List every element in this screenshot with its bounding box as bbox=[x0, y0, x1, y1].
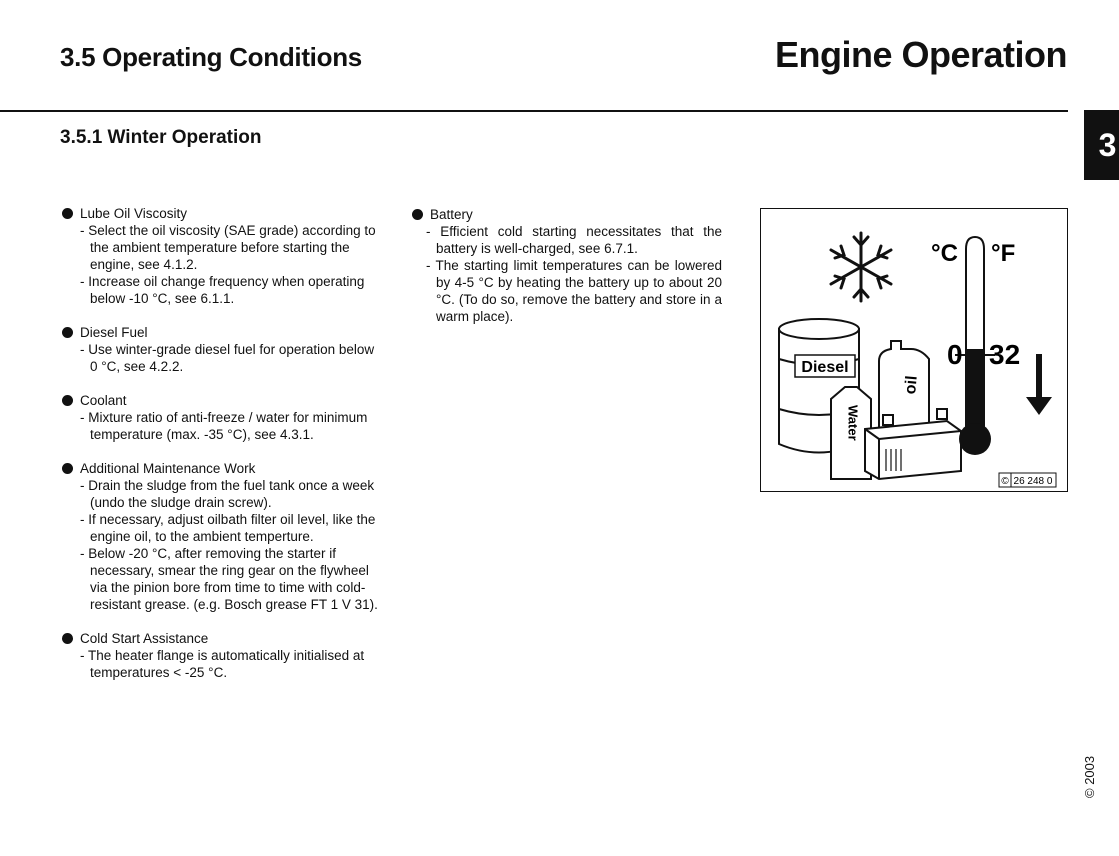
middle-column bbox=[412, 206, 722, 342]
item-heading: Cold Start Assistance bbox=[80, 631, 209, 646]
list-item bbox=[62, 205, 382, 307]
unit-fahrenheit: °F bbox=[991, 240, 1016, 267]
list-item bbox=[412, 206, 722, 325]
list-item bbox=[62, 392, 382, 443]
bullet-icon bbox=[62, 463, 73, 474]
section-title: 3.5 Operating Conditions bbox=[60, 42, 362, 72]
value-fahrenheit: 32 bbox=[989, 339, 1021, 370]
list-item bbox=[62, 324, 382, 375]
item-heading: Diesel Fuel bbox=[80, 325, 148, 340]
subsection-title: 3.5.1 Winter Operation bbox=[60, 127, 262, 148]
list-item bbox=[62, 460, 382, 613]
header-rule bbox=[0, 110, 1068, 112]
item-heading: Lube Oil Viscosity bbox=[80, 206, 188, 221]
reference-code: 26 248 0 bbox=[1013, 476, 1053, 487]
item-heading: Coolant bbox=[80, 393, 127, 408]
item-heading: Battery bbox=[430, 207, 473, 222]
figure-illustration bbox=[761, 209, 1066, 490]
item-line: - Use winter-grade diesel fuel for operation below 0 °C, see 4.2.2. bbox=[80, 342, 375, 374]
list-item bbox=[62, 630, 382, 681]
bullet-icon bbox=[62, 633, 73, 644]
item-line: - The heater flange is automatically initialised at temperatures < -25 °C. bbox=[80, 648, 365, 680]
value-celsius: 0 bbox=[947, 339, 963, 370]
bullet-icon bbox=[62, 327, 73, 338]
bullet-icon bbox=[62, 208, 73, 219]
bullet-icon bbox=[62, 395, 73, 406]
barrel-label: Diesel bbox=[801, 359, 849, 376]
reference-symbol: © bbox=[1001, 476, 1009, 487]
item-line: - Select the oil viscosity (SAE grade) according to the ambient temperature before starting the engine, see 4.1.2. bbox=[80, 223, 376, 272]
copyright-note bbox=[1082, 740, 1102, 800]
left-column bbox=[62, 205, 382, 698]
can-label: oil bbox=[902, 374, 921, 395]
item-line: - Efficient cold starting necessitates that the battery is well-charged, see 6.7.1. bbox=[426, 224, 722, 256]
water-label: Water bbox=[845, 405, 861, 441]
arrow-down-icon bbox=[1026, 354, 1052, 415]
item-line: - The starting limit temperatures can be lowered by 4-5 °C by heating the battery up to about 20 °C. (To do so, remove the battery and store in a warm place). bbox=[426, 258, 722, 324]
snowflake-icon bbox=[831, 233, 891, 301]
chapter-title: Engine Operation bbox=[774, 34, 1067, 75]
thermometer-icon bbox=[959, 237, 991, 455]
item-line: - Increase oil change frequency when operating below -10 °C, see 6.1.1. bbox=[80, 274, 365, 306]
item-line: - Mixture ratio of anti-freeze / water for minimum temperature (max. -35 °C), see 4.3.1. bbox=[80, 410, 368, 442]
unit-celsius: °C bbox=[931, 240, 958, 267]
bullet-icon bbox=[412, 209, 423, 220]
copyright-text: © 2003 bbox=[1082, 755, 1097, 798]
item-line: - If necessary, adjust oilbath filter oil level, like the engine oil, to the ambient temperture. bbox=[80, 512, 376, 544]
item-line: - Below -20 °C, after removing the starter if necessary, smear the ring gear on the flywheel via the pinion bore from time to time with cold-resistant grease. (e.g. Bosch grease FT 1 V 31). bbox=[80, 546, 378, 612]
item-heading: Additional Maintenance Work bbox=[80, 461, 256, 476]
item-line: - Drain the sludge from the fuel tank once a week (undo the sludge drain screw). bbox=[80, 478, 375, 510]
winter-operation-figure bbox=[760, 208, 1068, 492]
chapter-tab: 3 bbox=[1084, 110, 1119, 180]
